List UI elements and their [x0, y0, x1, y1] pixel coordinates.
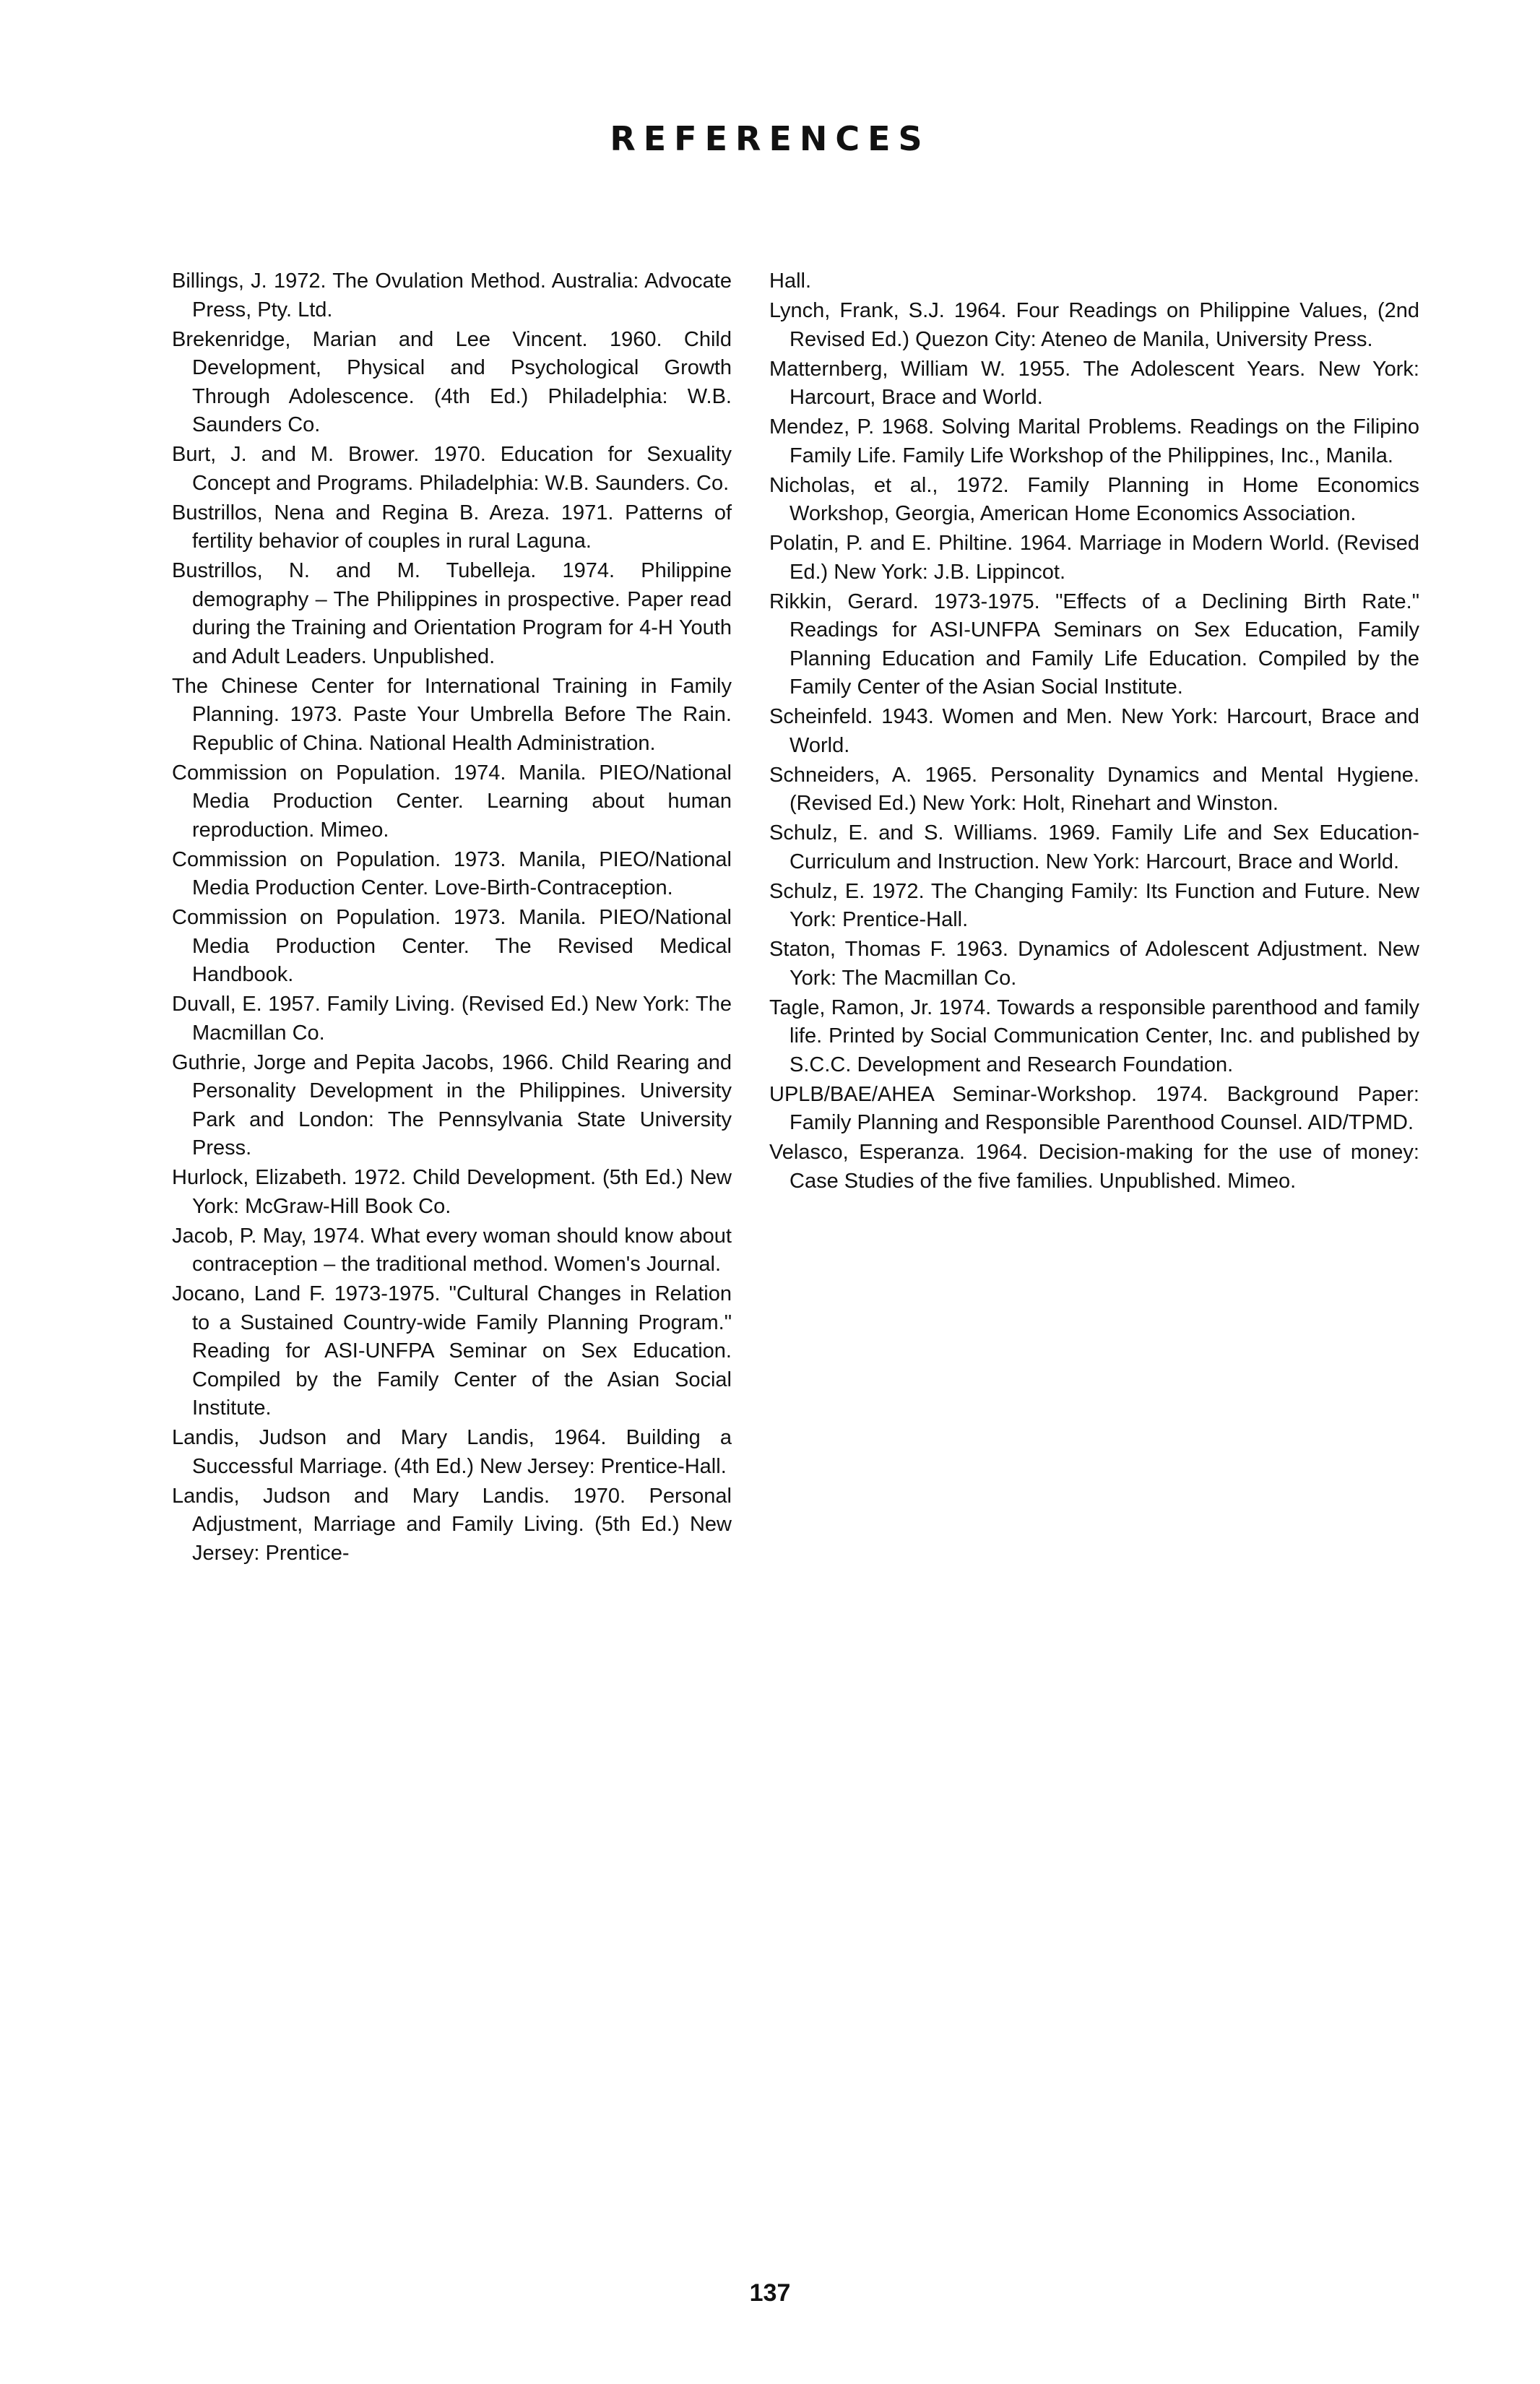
reference-entry: Burt, J. and M. Brower. 1970. Education for Sexuality Concept and Programs. Philadelphia: W.B. Saunders. Co. [172, 443, 732, 495]
reference-entry: Lynch, Frank, S.J. 1964. Four Readings on Philippine Values, (2nd Revised Ed.) Quezon City: Ateneo de Manila, University Press. [769, 299, 1419, 351]
reference-entry: Polatin, P. and E. Philtine. 1964. Marriage in Modern World. (Revised Ed.) New York: J.B. Lippincot. [769, 532, 1419, 584]
reference-entry: Nicholas, et al., 1972. Family Planning in Home Economics Workshop, Georgia, American Home Economics Association. [769, 473, 1419, 525]
reference-entry: Hall. [769, 269, 812, 293]
reference-entry: Duvall, E. 1957. Family Living. (Revised Ed.) New York: The Macmillan Co. [172, 993, 732, 1045]
reference-entry: Commission on Population. 1973. Manila, PIEO/National Media Production Center. Love-Birth-Contraception. [172, 847, 732, 899]
reference-entry: The Chinese Center for International Training in Family Planning. 1973. Paste Your Umbrella Before The Rain. Republic of China. National Health Administration. [172, 674, 732, 755]
reference-entry: Commission on Population. 1974. Manila. PIEO/National Media Production Center. Learning about human reproduction. Mimeo. [172, 761, 732, 842]
reference-entry: Staton, Thomas F. 1963. Dynamics of Adolescent Adjustment. New York: The Macmillan Co. [769, 938, 1419, 990]
reference-entry: Tagle, Ramon, Jr. 1974. Towards a responsible parenthood and family life. Printed by Social Communication Center, Inc. and published by S.C.C. Development and Research Foundation. [769, 996, 1419, 1076]
page-number: 137 [749, 2279, 791, 2307]
reference-entry: Jocano, Land F. 1973-1975. "Cultural Changes in Relation to a Sustained Country-wide Family Planning Program." Reading for ASI-UNFPA Seminar on Sex Education. Compiled by the Family Center of the Asian Social Institute. [172, 1282, 732, 1420]
reference-entry: Brekenridge, Marian and Lee Vincent. 1960. Child Development, Physical and Psychological Growth Through Adolescence. (4th Ed.) Philadelphia: W.B. Saunders Co. [172, 327, 732, 436]
reference-entry: Billings, J. 1972. The Ovulation Method. Australia: Advocate Press, Pty. Ltd. [172, 269, 732, 321]
reference-entry: Matternberg, William W. 1955. The Adolescent Years. New York: Harcourt, Brace and World. [769, 357, 1419, 409]
reference-entry: Commission on Population. 1973. Manila. PIEO/National Media Production Center. The Revised Medical Handbook. [172, 906, 732, 986]
reference-entry: Jacob, P. May, 1974. What every woman should know about contraception – the traditional method. Women's Journal. [172, 1224, 732, 1276]
reference-entry: Bustrillos, N. and M. Tubelleja. 1974. Philippine demography – The Philippines in prospective. Paper read during the Training and Orientation Program for 4-H Youth and Adult Leaders. Unpublished. [172, 559, 732, 668]
reference-entry: Schulz, E. 1972. The Changing Family: Its Function and Future. New York: Prentice-Hall. [769, 879, 1419, 931]
reference-entry: Rikkin, Gerard. 1973-1975. "Effects of a Declining Birth Rate." Readings for ASI-UNFPA Seminars on Sex Education, Family Planning Education and Family Life Education. Compiled by the Family Center of the Asian Social Institute. [769, 589, 1419, 699]
reference-entry: Hurlock, Elizabeth. 1972. Child Development. (5th Ed.) New York: McGraw-Hill Book Co. [172, 1166, 732, 1218]
references-left-column [172, 267, 732, 1569]
reference-entry: Landis, Judson and Mary Landis, 1964. Building a Successful Marriage. (4th Ed.) New Jersey: Prentice-Hall. [172, 1426, 732, 1478]
reference-entry: UPLB/BAE/AHEA Seminar-Workshop. 1974. Background Paper: Family Planning and Responsible Parenthood Counsel. AID/TPMD. [769, 1082, 1419, 1134]
reference-entry: Scheinfeld. 1943. Women and Men. New York: Harcourt, Brace and World. [769, 705, 1419, 757]
page-title: REFERENCES [610, 119, 930, 158]
reference-entry: Guthrie, Jorge and Pepita Jacobs, 1966. Child Rearing and Personality Development in the Philippines. University Park and London: The Pennsylvania State University Press. [172, 1050, 732, 1159]
reference-entry: Schneiders, A. 1965. Personality Dynamics and Mental Hygiene. (Revised Ed.) New York: Holt, Rinehart and Winston. [769, 763, 1419, 815]
reference-entry: Velasco, Esperanza. 1964. Decision-making for the use of money: Case Studies of the five families. Unpublished. Mimeo. [769, 1141, 1419, 1193]
reference-entry: Landis, Judson and Mary Landis. 1970. Personal Adjustment, Marriage and Family Living. (5th Ed.) New Jersey: Prentice- [172, 1484, 732, 1565]
reference-entry: Schulz, E. and S. Williams. 1969. Family Life and Sex Education-Curriculum and Instruction. New York: Harcourt, Brace and World. [769, 821, 1419, 873]
references-right-column [769, 267, 1419, 1197]
reference-entry: Mendez, P. 1968. Solving Marital Problems. Readings on the Filipino Family Life. Family Life Workshop of the Philippines, Inc., Manila. [769, 415, 1419, 467]
reference-entry: Bustrillos, Nena and Regina B. Areza. 1971. Patterns of fertility behavior of couples in rural Laguna. [172, 501, 732, 553]
